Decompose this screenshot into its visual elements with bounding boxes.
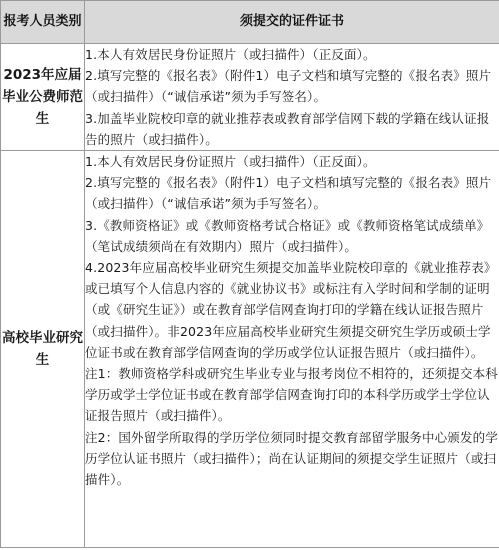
requirement-item: 1.本人有效居民身份证照片（或扫描件）（正反面）。 bbox=[85, 154, 376, 170]
requirement-note: 注1：教师资格学科或研究生毕业专业与报考岗位不相符的，还须提交本科学历或学士学位证书或在教育部学信网查询打印的本科学历或学士学位认证报告照片（或扫描件）。 bbox=[85, 366, 498, 424]
documents-cell bbox=[85, 44, 499, 151]
requirement-item: 1.本人有效居民身份证照片（或扫描件）（正反面）。 bbox=[85, 47, 376, 62]
requirement-item: 3.《教师资格证》或《教师资格考试合格证》或《教师资格笔试成绩单》（笔试成绩须尚在有效期内）照片（或扫描件）。 bbox=[85, 217, 490, 254]
requirement-item: 2.填写完整的《报名表》（附件1）电子文档和填写完整的《报名表》照片（或扫描件）（“诚信承诺”须为手写签名）。 bbox=[85, 175, 492, 212]
category-cell: 2023年应届毕业公费师范生 bbox=[1, 44, 85, 151]
header-applicant-category: 报考人员类别 bbox=[1, 1, 85, 44]
table-row bbox=[1, 44, 499, 151]
requirement-item: 4.2023年应届高校毕业研究生须提交加盖毕业院校印章的《就业推荐表》或已填写个人信息内容的《就业协议书》或标注有入学时间和学制的证明（或《研究生证》）或在教育部学信网查询打印的学籍在线认证报告照片（或扫描件）。非2023年应届高校毕业研究生须提交研究生学历或硕士学位证书或在教育部学信网查询的学历或学位认证报告照片（或扫描件）。 bbox=[85, 260, 497, 360]
table-header-row bbox=[1, 1, 499, 44]
documents-cell bbox=[85, 151, 499, 548]
requirement-item: 3.加盖毕业院校印章的就业推荐表或教育部学信网下载的学籍在线认证报告的照片（或扫描件）。 bbox=[85, 110, 490, 147]
header-required-documents: 须提交的证件证书 bbox=[85, 1, 499, 44]
table-row bbox=[1, 151, 499, 548]
requirement-item: 2.填写完整的《报名表》（附件1）电子文档和填写完整的《报名表》照片（或扫描件）（“诚信承诺”须为手写签名）。 bbox=[85, 68, 492, 105]
requirement-note: 注2：国外留学所取得的学历学位须同时提交教育部留学服务中心颁发的学历学位认证书照片（或扫描件）；尚在认证期间的须提交学生证照片（或扫描件）。 bbox=[85, 429, 498, 488]
category-cell: 高校毕业研究生 bbox=[1, 151, 85, 548]
